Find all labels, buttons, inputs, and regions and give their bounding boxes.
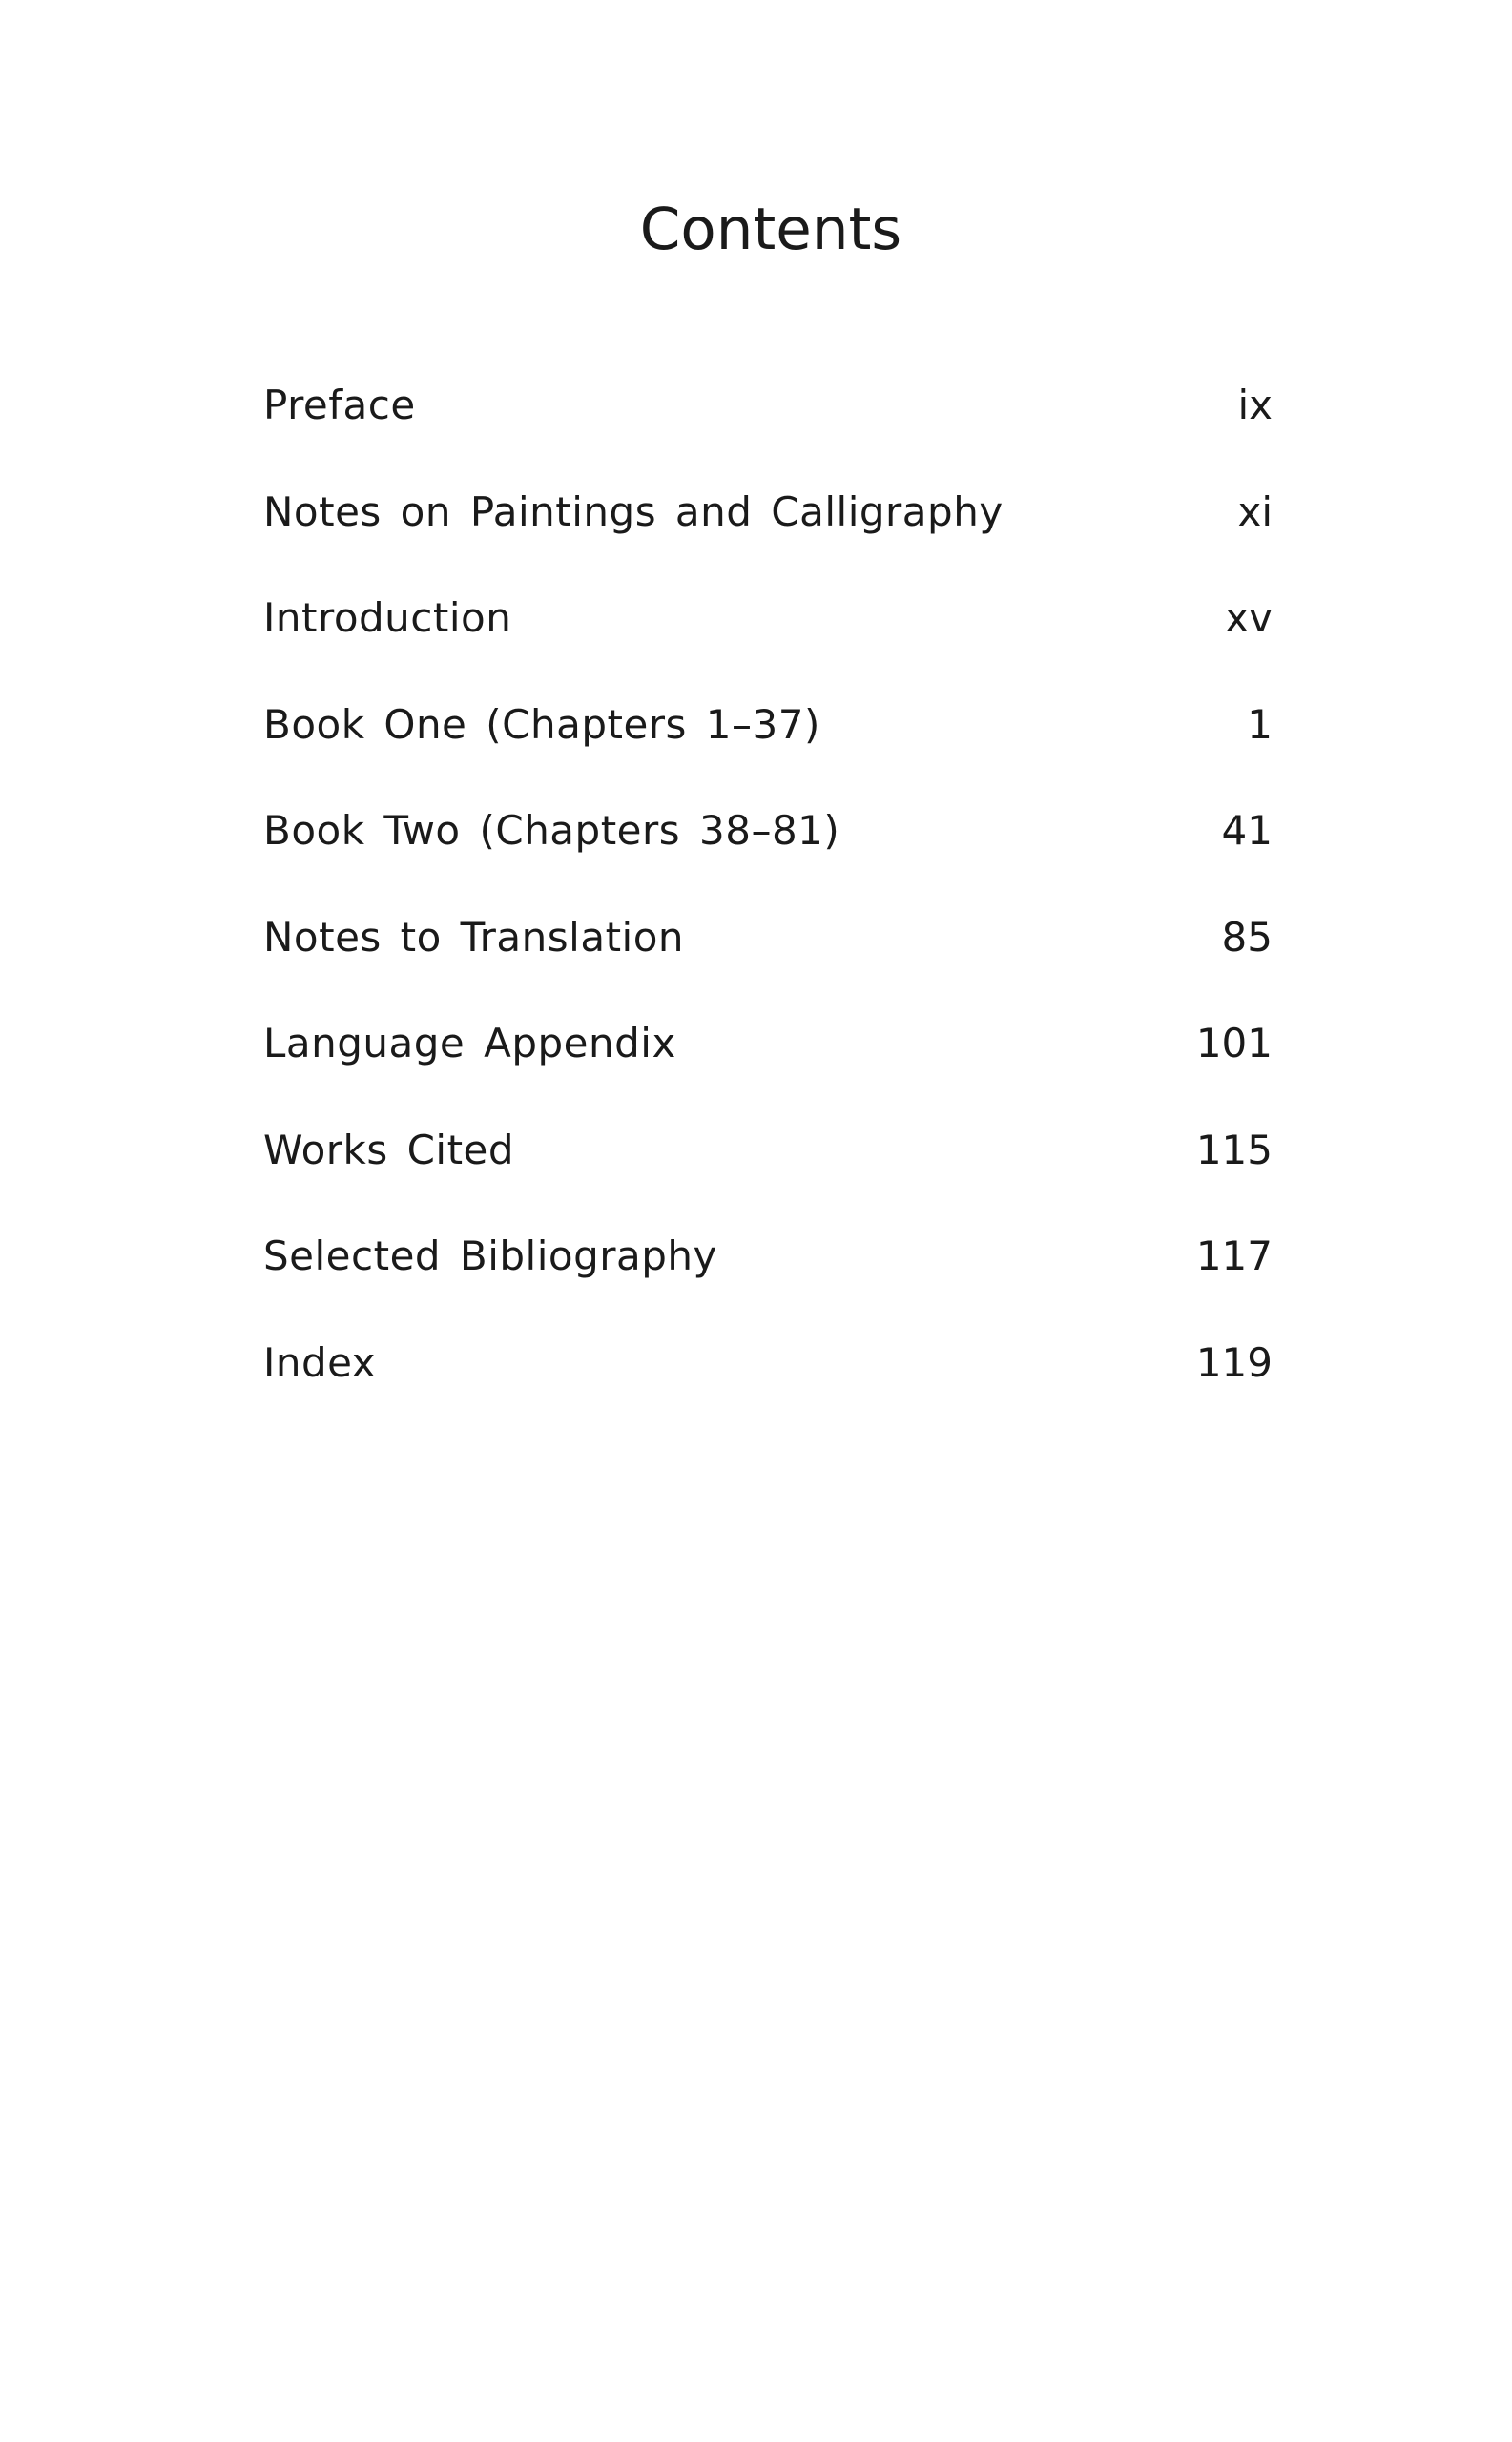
toc-entry-page: 1 bbox=[1247, 700, 1273, 748]
toc-entry-page: 101 bbox=[1195, 1020, 1273, 1066]
toc-entry-title: Book One (Chapters 1–37) bbox=[263, 700, 820, 748]
toc-entry-index bbox=[263, 1335, 1273, 1441]
toc-entry-language-appendix bbox=[263, 1015, 1273, 1122]
toc-entry-page: 117 bbox=[1195, 1232, 1273, 1279]
toc-entry-page: xi bbox=[1237, 487, 1273, 535]
toc-entry-title: Notes to Translation bbox=[263, 913, 685, 961]
toc-entry-works-cited bbox=[263, 1122, 1273, 1229]
toc-entry-title: Language Appendix bbox=[263, 1020, 676, 1066]
toc-entry-page: 119 bbox=[1195, 1338, 1273, 1386]
toc-entry-notes-to-translation bbox=[263, 909, 1273, 1016]
toc-entry-page: 41 bbox=[1221, 807, 1273, 854]
toc-entry-introduction bbox=[263, 590, 1273, 696]
toc-entry-selected-bibliography bbox=[263, 1228, 1273, 1335]
toc-entry-title: Preface bbox=[263, 382, 416, 428]
toc-entry-page: ix bbox=[1237, 382, 1273, 428]
toc-entry-book-one bbox=[263, 696, 1273, 803]
toc-entry-title: Selected Bibliography bbox=[263, 1232, 717, 1279]
page-title: Contents bbox=[639, 196, 902, 263]
toc-entry-title: Book Two (Chapters 38–81) bbox=[263, 807, 840, 854]
toc-entry-book-two bbox=[263, 802, 1273, 909]
toc-entry-page: 85 bbox=[1221, 913, 1273, 961]
toc-entry-page: 115 bbox=[1195, 1126, 1273, 1173]
toc-entry-title: Notes on Paintings and Calligraphy bbox=[263, 487, 1004, 535]
toc-entry-preface bbox=[263, 377, 1273, 484]
toc-entry-title: Introduction bbox=[263, 594, 512, 641]
table-of-contents bbox=[263, 377, 1273, 1440]
toc-entry-title: Index bbox=[263, 1338, 377, 1386]
toc-entry-notes-on-paintings bbox=[263, 484, 1273, 590]
toc-entry-title: Works Cited bbox=[263, 1126, 515, 1173]
toc-entry-page: xv bbox=[1225, 594, 1273, 641]
